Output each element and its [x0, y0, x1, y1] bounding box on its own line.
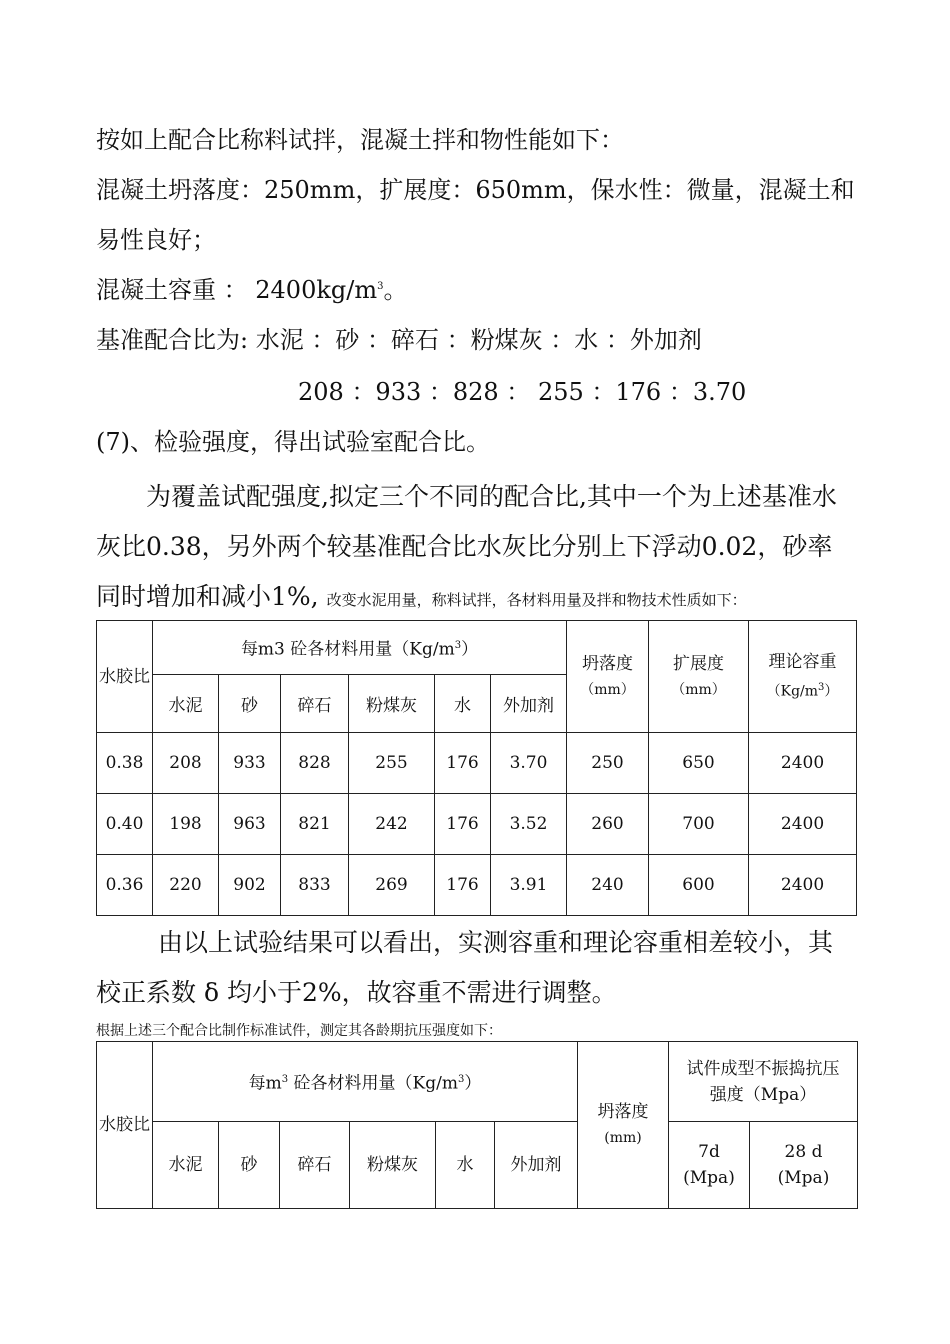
paragraph-intro-main: 为覆盖试配强度,拟定三个不同的配合比,其中一个为上述基准水灰比0.38，另外两个较基准配合比水灰比分别上下浮动0.02，砂率同时增加和减小1%, [96, 482, 837, 611]
text-line-section-7: (7)、检验强度，得出试验室配合比。 [96, 428, 490, 456]
cell: 963 [219, 794, 281, 855]
cell: 650 [649, 733, 749, 794]
slump-unit: (mm) [604, 1130, 642, 1146]
header-slump [578, 1042, 669, 1209]
group-sup-2: 3 [457, 1073, 465, 1085]
density-end: 。 [383, 276, 408, 304]
cell: 902 [219, 855, 281, 916]
header-strength: 试件成型不振捣抗压强度（Mpa） [669, 1042, 858, 1122]
header-material-group [153, 621, 567, 675]
cell: 3.70 [491, 733, 567, 794]
density-label: 理论容重 [768, 651, 837, 672]
density-unit-text: （Kg/m [766, 683, 819, 700]
col-flyash: 粉煤灰 [349, 675, 435, 733]
cell: 3.91 [491, 855, 567, 916]
density-sup: 3 [377, 281, 384, 292]
d28-unit: (Mpa) [777, 1168, 830, 1188]
group-sup: 3 [454, 639, 462, 651]
cell: 700 [649, 794, 749, 855]
caption-strength: 根据上述三个配合比制作标准试件，测定其各龄期抗压强度如下： [96, 1023, 502, 1039]
d28-label: 28 d [784, 1142, 823, 1162]
col-sand: 砂 [219, 1122, 280, 1209]
col-admixture: 外加剂 [491, 675, 567, 733]
mix-ratio-table [96, 620, 857, 916]
header-water-binder: 水胶比 [97, 1042, 153, 1209]
cell: 240 [567, 855, 649, 916]
col-7d [669, 1122, 750, 1209]
cell: 2400 [749, 855, 857, 916]
cell: 2400 [749, 794, 857, 855]
paragraph-conclusion: 由以上试验结果可以看出，实测容重和理论容重相差较小，其校正系数 δ 均小于2%，故容重不需进行调整。 [96, 928, 834, 1007]
header-spread [649, 621, 749, 733]
d7-label: 7d [698, 1142, 720, 1162]
col-cement: 水泥 [153, 1122, 219, 1209]
density-unit [749, 675, 856, 705]
cell: 198 [153, 794, 219, 855]
spread-label: 扩展度 [673, 653, 725, 674]
cell: 176 [435, 794, 491, 855]
group-text-2: 砼各材料用量（Kg/m [288, 1073, 458, 1094]
slump-unit: （mm） [580, 681, 635, 698]
cell: 250 [567, 733, 649, 794]
cell: 220 [153, 855, 219, 916]
header-material-group [153, 1042, 578, 1122]
col-water: 水 [435, 675, 491, 733]
density-unit-end: ） [824, 683, 839, 700]
text-line-1: 按如上配合比称料试拌，混凝土拌和物性能如下： [96, 126, 624, 154]
spread-unit: （mm） [671, 681, 726, 698]
cell: 176 [435, 855, 491, 916]
col-water: 水 [436, 1122, 495, 1209]
col-sand: 砂 [219, 675, 281, 733]
cell: 0.38 [97, 733, 153, 794]
table-row [97, 733, 857, 794]
group-text: 每m3 砼各材料用量（Kg/m [240, 639, 455, 660]
cell: 3.52 [491, 794, 567, 855]
density-text: 混凝土容重 ： 2400kg/m [96, 276, 378, 304]
col-admixture: 外加剂 [495, 1122, 578, 1209]
header-water-binder: 水胶比 [97, 621, 153, 733]
d7-unit: (Mpa) [683, 1168, 735, 1188]
table-row [97, 794, 857, 855]
cell: 0.40 [97, 794, 153, 855]
group-end: ） [461, 639, 479, 660]
text-line-3: 易性良好； [96, 226, 216, 254]
col-gravel: 碎石 [281, 675, 349, 733]
slump-label: 坍落度 [597, 1102, 649, 1122]
cell: 0.36 [97, 855, 153, 916]
text-line-ratio-values: 208 ：933 ：828 ： 255 ：176 ：3.70 [298, 378, 747, 406]
text-line-density [96, 270, 407, 305]
cell: 2400 [749, 733, 857, 794]
cell: 828 [281, 733, 349, 794]
cell: 600 [649, 855, 749, 916]
cell: 242 [349, 794, 435, 855]
group-end: ） [464, 1073, 482, 1094]
paragraph-intro [96, 472, 856, 625]
cell: 208 [153, 733, 219, 794]
col-cement: 水泥 [153, 675, 219, 733]
table-row [97, 855, 857, 916]
col-gravel: 碎石 [280, 1122, 350, 1209]
cell: 833 [281, 855, 349, 916]
header-density [749, 621, 857, 733]
text-line-ratio-labels: 基准配合比为: 水泥 ：砂 ：碎石 ：粉煤灰 ：水 ：外加剂 [96, 326, 702, 354]
group-sup: 3 [281, 1073, 289, 1085]
text-line-2: 混凝土坍落度：250mm，扩展度：650mm，保水性：微量，混凝土和 [96, 176, 855, 204]
cell: 176 [435, 733, 491, 794]
cell: 260 [567, 794, 649, 855]
paragraph-intro-small: 改变水泥用量，称料试拌，各材料用量及拌和物技术性质如下： [326, 591, 747, 609]
group-text: 每m [248, 1073, 282, 1094]
cell: 255 [349, 733, 435, 794]
header-slump [567, 621, 649, 733]
cell: 821 [281, 794, 349, 855]
cell: 933 [219, 733, 281, 794]
density-unit-sup: 3 [818, 681, 825, 693]
cell: 269 [349, 855, 435, 916]
col-28d [750, 1122, 858, 1209]
strength-table [96, 1041, 858, 1209]
slump-label: 坍落度 [582, 653, 634, 674]
col-flyash: 粉煤灰 [350, 1122, 436, 1209]
